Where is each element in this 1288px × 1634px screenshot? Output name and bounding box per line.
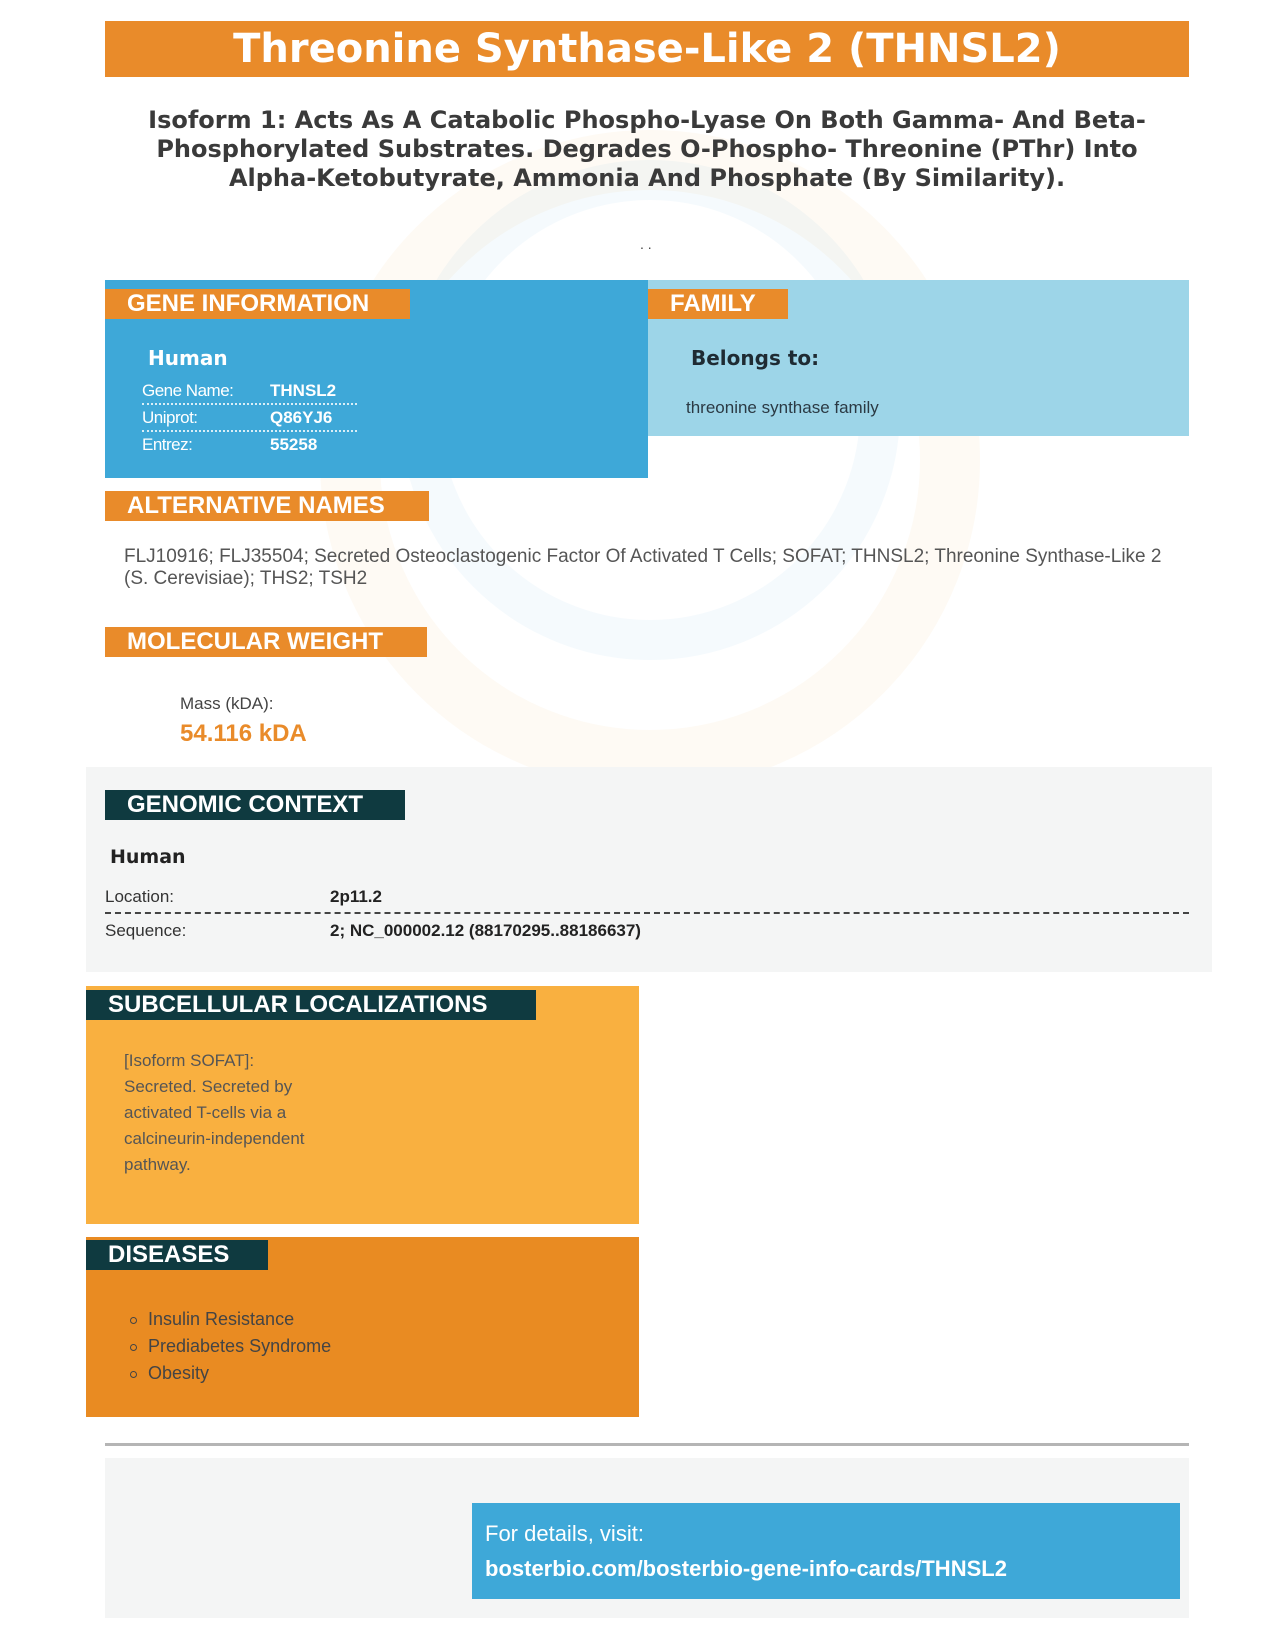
gene-row-value: Q86YJ6 [270, 408, 333, 427]
page-title: Threonine Synthase-Like 2 (THNSL2) [105, 21, 1189, 77]
gene-row-entrez [142, 432, 357, 459]
mass-value: 54.116 kDA [180, 720, 307, 747]
family-value: threonine synthase family [686, 398, 879, 417]
separator-dots: . . [640, 236, 652, 252]
gene-row-value: 55258 [270, 435, 318, 454]
details-link-box[interactable] [472, 1503, 1180, 1599]
molecular-weight-heading: MOLECULAR WEIGHT [105, 627, 427, 657]
genomic-row-location [105, 880, 1189, 914]
belongs-to-label: Belongs to: [691, 346, 820, 370]
genomic-context-table [105, 880, 1189, 948]
diseases-list [148, 1306, 331, 1387]
gene-row-value: THNSL2 [270, 381, 337, 400]
gene-row-label: Entrez: [142, 435, 193, 454]
alternative-names-text: FLJ10916; FLJ35504; Secreted Osteoclastogenic Factor Of Activated T Cells; SOFAT; THNSL2; Threonine Synthase-Like 2 (S. Cerevisiae); THS2; TSH2 [124, 546, 1162, 589]
gene-row-uniprot [142, 405, 357, 432]
genomic-row-label: Location: [105, 887, 174, 906]
gene-row-name [142, 378, 357, 405]
subcellular-localizations-text: [Isoform SOFAT]: Secreted. Secreted by activated T-cells via a calcineurin-independent pathway. [124, 1051, 305, 1174]
protein-function-summary: Isoform 1: Acts As A Catabolic Phospho-Lyase On Both Gamma- And Beta-Phosphorylated Substrates. Degrades O-Phospho- Threonine (PThr) Into Alpha-Ketobutyrate, Ammonia And Phosphate (By Similarity). [148, 106, 1146, 192]
mass-label: Mass (kDA): [180, 694, 274, 713]
details-link-url[interactable]: bosterbio.com/bosterbio-gene-info-cards/THNSL2 [485, 1556, 1007, 1581]
list-item: Insulin Resistance [148, 1306, 331, 1333]
details-link-caption: For details, visit: [485, 1521, 644, 1546]
list-item: Prediabetes Syndrome [148, 1333, 331, 1360]
gene-row-label: Gene Name: [142, 381, 234, 400]
footer-divider [105, 1443, 1189, 1446]
gene-information-heading: GENE INFORMATION [105, 289, 410, 319]
genomic-row-value: 2; NC_000002.12 (88170295..88186637) [330, 921, 641, 940]
genomic-row-sequence [105, 914, 1189, 948]
genomic-context-heading: GENOMIC CONTEXT [105, 790, 405, 820]
gene-species: Human [148, 346, 228, 370]
list-item: Obesity [148, 1360, 331, 1387]
gene-info-table [142, 378, 357, 459]
genomic-row-value: 2p11.2 [330, 887, 382, 906]
subcellular-localizations-heading: SUBCELLULAR LOCALIZATIONS [86, 990, 536, 1020]
diseases-heading: DISEASES [86, 1240, 268, 1270]
family-heading: FAMILY [648, 289, 788, 319]
gene-row-label: Uniprot: [142, 408, 198, 427]
genomic-row-label: Sequence: [105, 921, 187, 940]
alternative-names-heading: ALTERNATIVE NAMES [105, 491, 429, 521]
genomic-species: Human [110, 846, 186, 868]
